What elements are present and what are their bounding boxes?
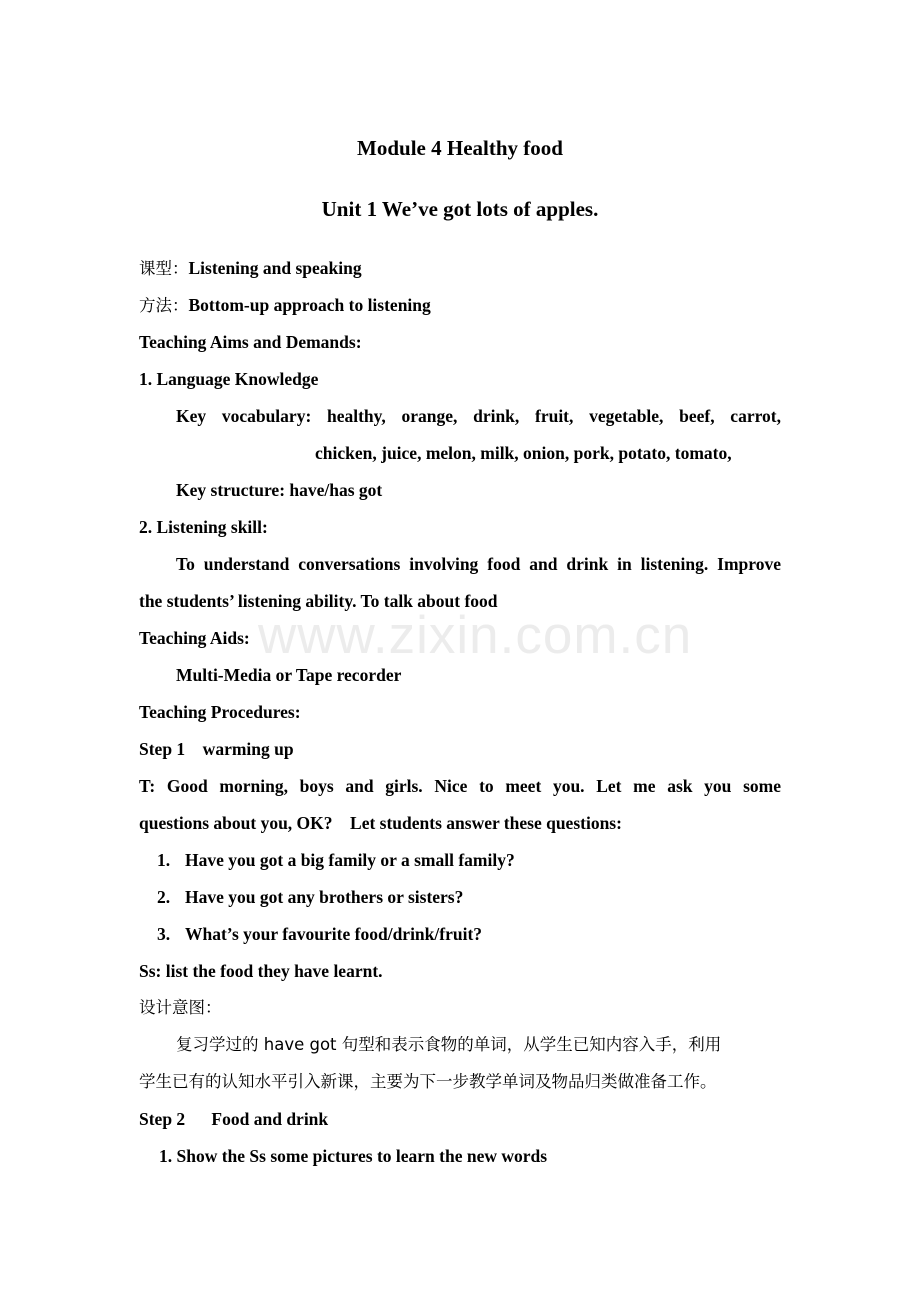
teacher-line-2: questions about you, OK? Let students answer these questions: bbox=[139, 813, 622, 833]
method-line bbox=[139, 294, 431, 317]
teaching-aids-heading: Teaching Aids: bbox=[139, 628, 250, 648]
step-1-heading: Step 1 warming up bbox=[139, 739, 294, 759]
teacher-line-1: T: Good morning, boys and girls. Nice to meet you. Let me ask you some bbox=[139, 776, 781, 796]
watermark: www.zixin.com.cn bbox=[258, 606, 693, 665]
design-intent-line-2: 学生已有的认知水平引入新课，主要为下一步教学单词及物品归类做准备工作。 bbox=[139, 1072, 717, 1091]
method-label: 方法： bbox=[139, 296, 189, 315]
step-2-item-1: 1. Show the Ss some pictures to learn the new words bbox=[159, 1146, 548, 1166]
listening-skill-line-1: To understand conversations involving food and drink in listening. Improve bbox=[176, 554, 781, 574]
method-value: Bottom-up approach to listening bbox=[188, 295, 431, 315]
module-title: Module 4 Healthy food bbox=[357, 136, 563, 160]
question-number: 3. bbox=[157, 924, 171, 944]
listening-skill-line-2: the students’ listening ability. To talk about food bbox=[139, 591, 498, 611]
design-intent-line-1: 复习学过的 have got 句型和表示食物的单词，从学生已知内容入手，利用 bbox=[176, 1035, 722, 1054]
question-item bbox=[157, 923, 483, 945]
design-intent-label: 设计意图： bbox=[139, 998, 222, 1017]
question-item bbox=[157, 886, 464, 908]
aims-heading: Teaching Aims and Demands: bbox=[139, 332, 362, 352]
step-2-heading: Step 2 Food and drink bbox=[139, 1109, 329, 1129]
question-item bbox=[157, 849, 515, 871]
procedures-heading: Teaching Procedures: bbox=[139, 702, 301, 722]
teaching-aids-value: Multi-Media or Tape recorder bbox=[176, 665, 402, 685]
key-vocabulary-line-2: chicken, juice, melon, milk, onion, pork, potato, tomato, bbox=[315, 443, 732, 463]
listening-skill-heading: 2. Listening skill: bbox=[139, 517, 268, 537]
key-vocabulary-line-1: Key vocabulary: healthy, orange, drink, fruit, vegetable, beef, carrot, bbox=[176, 406, 781, 426]
lesson-type-value: Listening and speaking bbox=[188, 258, 362, 278]
question-text: Have you got a big family or a small family? bbox=[185, 850, 515, 870]
question-text: Have you got any brothers or sisters? bbox=[185, 887, 464, 907]
question-text: What’s your favourite food/drink/fruit? bbox=[185, 924, 483, 944]
lesson-type-label: 课型： bbox=[139, 259, 189, 278]
question-number: 2. bbox=[157, 887, 171, 907]
language-knowledge-heading: 1. Language Knowledge bbox=[139, 369, 319, 389]
question-number: 1. bbox=[157, 850, 171, 870]
students-line: Ss: list the food they have learnt. bbox=[139, 961, 383, 981]
unit-title: Unit 1 We’ve got lots of apples. bbox=[321, 197, 599, 221]
key-structure: Key structure: have/has got bbox=[176, 480, 383, 500]
lesson-type-line bbox=[139, 257, 362, 280]
